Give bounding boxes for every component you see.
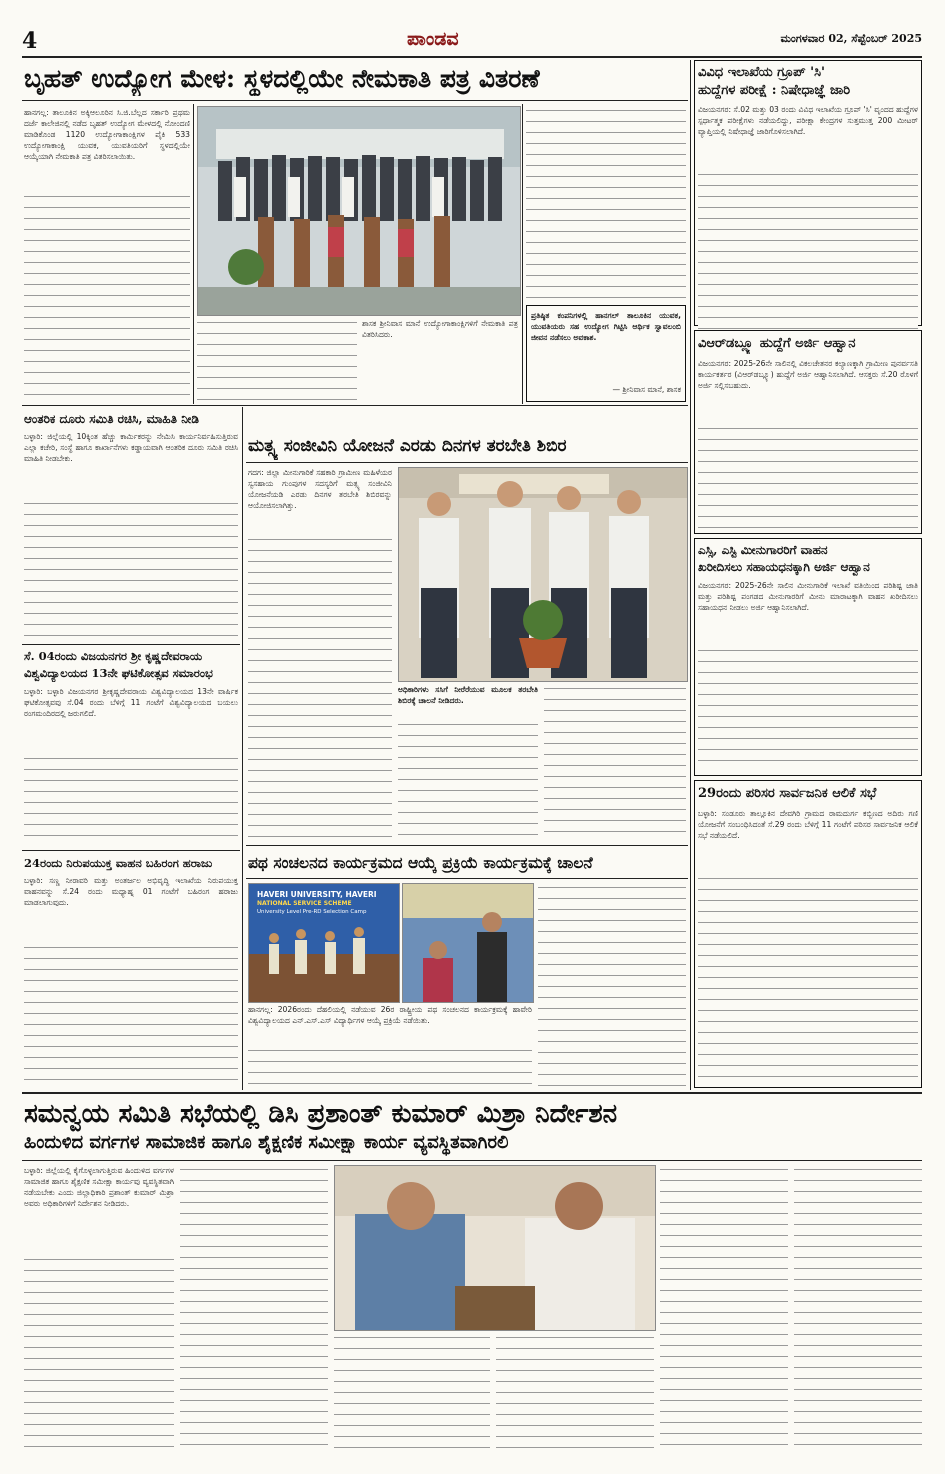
- sidebar-3-headline-1: ಎಸ್ಸಿ, ಎಸ್ಟಿ ಮೀನುಗಾರರಿಗೆ ವಾಹನ: [698, 543, 828, 557]
- left-2-lead: ಬಳ್ಳಾರಿ: ಬಳ್ಳಾರಿ ವಿಜಯನಗರ ಶ್ರೀಕೃಷ್ಣದೇವರಾಯ ವಿಶ್ವವಿದ್ಯಾಲಯದ 13ನೇ ವಾರ್ಷಿಕ ಘಟಿಕೋತ್ಸವವು ಸೆ.04 ರಂದು ಬೆಳಿಗ್ಗೆ 11 ಗಂಟೆಗೆ ವಿಶ್ವವಿದ್ಯಾಲಯದ ಬಯಲು ರಂಗಮಂದಿರದಲ್ಲಿ ಜರುಗಲಿದೆ.: [24, 687, 238, 718]
- bottom-headline-2: ಹಿಂದುಳಿದ ವರ್ಗಗಳ ಸಾಮಾಜಿಕ ಹಾಗೂ ಶೈಕ್ಷಣಿಕ ಸಮೀಕ್ಷಾ ಕಾರ್ಯ ವ್ಯವಸ್ಥಿತವಾಗಿರಲಿ: [24, 1132, 509, 1153]
- page-number: 4: [22, 28, 38, 54]
- left-1-lead: ಬಳ್ಳಾರಿ: ಜಿಲ್ಲೆಯಲ್ಲಿ 10ಕ್ಕಿಂತ ಹೆಚ್ಚು ಕಾರ್ಮಿಕರನ್ನು ನೇಮಿಸಿ ಕಾರ್ಯನಿರ್ವಹಿಸುತ್ತಿರುವ ಎಲ್ಲಾ ಕಚೇರಿ, ಸಂಸ್ಥೆ ಹಾಗೂ ಕಾರ್ಖಾನೆಗಳು ಕಡ್ಡಾಯವಾಗಿ ಆಂತರಿಕ ದೂರು ಸಮಿತಿ ರಚಿಸಿ ಮಾಹಿತಿ ನೀಡಬೇಕು.: [24, 432, 238, 463]
- march-photo: [248, 883, 400, 1003]
- sidebar-3-lead: ವಿಜಯನಗರ: 2025-26ನೇ ಸಾಲಿನ ಮೀನುಗಾರಿಕೆ ಇಲಾಖೆ ವತಿಯಿಂದ ಪರಿಶಿಷ್ಟ ಜಾತಿ ಮತ್ತು ಪರಿಶಿಷ್ಟ ಪಂಗಡದ ಮೀನುಗಾರರಿಗೆ ಮೀನು ಮಾರಾಟಕ್ಕಾಗಿ ವಾಹನ ಖರೀದಿಸಲು ಸಹಾಯಧನ ನೀಡಲು ಅರ್ಜಿ ಆಹ್ವಾನಿಸಲಾಗಿದೆ.: [698, 581, 918, 612]
- sidebar-2-headline: ವಿಆರ್‌ಡಬ್ಲ್ಯೂ ಹುದ್ದೆಗೆ ಅರ್ಜಿ ಆಹ್ವಾನ: [698, 336, 856, 351]
- main-body-col2: [197, 318, 357, 402]
- left-3-headline: 24ರಂದು ನಿರುಪಯುಕ್ತ ವಾಹನ ಬಹಿರಂಗ ಹರಾಜು: [24, 856, 213, 870]
- sidebar-1-headline-1: ವಿವಿಧ ಇಲಾಖೆಯ ಗ್ರೂಪ್ 'ಸಿ': [698, 65, 826, 80]
- sidebar-4-headline: 29ರಂದು ಪರಿಸರ ಸಾರ್ವಜನಿಕ ಆಲಿಕೆ ಸಭೆ: [698, 786, 877, 801]
- bottom-photo: [334, 1165, 656, 1331]
- left-2-headline-1: ಸೆ. 04ರಂದು ವಿಜಯನಗರ ಶ್ರೀ ಕೃಷ್ಣದೇವರಾಯ: [24, 649, 203, 663]
- sidebar-2-lead: ವಿಜಯನಗರ: 2025-26ನೇ ಸಾಲಿನಲ್ಲಿ ವಿಕಲಚೇತನರ ಕಲ್ಯಾಣಕ್ಕಾಗಿ ಗ್ರಾಮೀಣ ಪುನರ್ವಸತಿ ಕಾರ್ಯಕರ್ತರ (ವಿಆರ್‌ಡಬ್ಲ್ಯೂ) ಹುದ್ದೆಗೆ ಅರ್ಜಿ ಆಹ್ವಾನಿಸಲಾಗಿದೆ. ಆಸಕ್ತರು ಸೆ.20 ರೊಳಗೆ ಅರ್ಜಿ ಸಲ್ಲಿಸಬಹುದು.: [698, 359, 918, 390]
- left-3-lead: ಬಳ್ಳಾರಿ: ಸಣ್ಣ ನೀರಾವರಿ ಮತ್ತು ಅಂತರ್ಜಲ ಅಭಿವೃದ್ಧಿ ಇಲಾಖೆಯ ನಿರುಪಯುಕ್ತ ವಾಹನವನ್ನು ಸೆ.24 ರಂದು ಮಧ್ಯಾಹ್ನ 01 ಗಂಟೆಗೆ ಬಹಿರಂಗ ಹರಾಜು ಮಾಡಲಾಗುವುದು.: [24, 876, 238, 907]
- sidebar-3: [694, 538, 922, 776]
- sidebar-1-headline-2: ಹುದ್ದೆಗಳ ಪರೀಕ್ಷೆ : ನಿಷೇಧಾಜ್ಞೆ ಜಾರಿ: [698, 83, 851, 98]
- fisheries-lead: ಗದಗ: ಜಿಲ್ಲಾ ಮೀನುಗಾರಿಕೆ ಸಹಕಾರಿ ಗ್ರಾಮೀಣ ಮಹಿಳೆಯರ ಸ್ವಸಹಾಯ ಗುಂಪುಗಳ ಸದಸ್ಯರಿಗೆ ಮತ್ಸ್ಯ ಸಂಜೀವಿನಿ ಯೋಜನೆಯಡಿ ಎರಡು ದಿನಗಳ ತರಬೇತಿ ಶಿಬಿರವನ್ನು ಆಯೋಜಿಸಲಾಗಿತ್ತು.: [248, 468, 392, 510]
- bottom-headline-1: ಸಮನ್ವಯ ಸಮಿತಿ ಸಭೆಯಲ್ಲಿ ಡಿಸಿ ಪ್ರಶಾಂತ್ ಕುಮಾರ್ ಮಿಶ್ರಾ ನಿರ್ದೇಶನ: [24, 1099, 618, 1129]
- sidebar-4-lead: ಬಳ್ಳಾರಿ: ಸಂಡೂರು ತಾಲ್ಲೂಕಿನ ದೇವಗಿರಿ ಗ್ರಾಮದ ರಾಮದುರ್ಗ ಕಬ್ಬಿಣದ ಅದಿರು ಗಣಿ ಯೋಜನೆಗೆ ಸಂಬಂಧಿಸಿದಂತೆ ಸೆ.29 ರಂದು ಬೆಳಿಗ್ಗೆ 11 ಗಂಟೆಗೆ ಪರಿಸರ ಸಾರ್ವಜನಿಕ ಆಲಿಕೆ ಸಭೆ ನಡೆಯಲಿದೆ.: [698, 809, 918, 840]
- march-banner-2: NATIONAL SERVICE SCHEME: [257, 900, 352, 907]
- job-fair-photo: [197, 106, 521, 316]
- main-headline: ಬೃಹತ್ ಉದ್ಯೋಗ ಮೇಳ: ಸ್ಥಳದಲ್ಲಿಯೇ ನೇಮಕಾತಿ ಪತ್ರ ವಿತರಣೆ: [24, 64, 540, 93]
- march-banner-3: University Level Pre-RD Selection Camp: [257, 909, 367, 915]
- sidebar-2: [694, 330, 922, 534]
- march-headline: ಪಥ ಸಂಚಲನದ ಕಾರ್ಯಕ್ರಮದ ಆಯ್ಕೆ ಪ್ರಕ್ರಿಯೆ ಕಾರ್ಯಕ್ರಮಕ್ಕೆ ಚಾಲನೆ: [248, 853, 593, 872]
- issue-date: ಮಂಗಳವಾರ 02, ಸೆಪ್ಟೆಂಬರ್ 2025: [780, 32, 922, 45]
- bottom-lead: ಬಳ್ಳಾರಿ: ಜಿಲ್ಲೆಯಲ್ಲಿ ಕೈಗೊಳ್ಳಲಾಗುತ್ತಿರುವ ಹಿಂದುಳಿದ ವರ್ಗಗಳ ಸಾಮಾಜಿಕ ಹಾಗೂ ಶೈಕ್ಷಣಿಕ ಸಮೀಕ್ಷಾ ಕಾರ್ಯವು ವ್ಯವಸ್ಥಿತವಾಗಿ ನಡೆಯಬೇಕು ಎಂದು ಜಿಲ್ಲಾಧಿಕಾರಿ ಪ್ರಶಾಂತ್ ಕುಮಾರ್ ಮಿಶ್ರಾ ಅವರು ಅಧಿಕಾರಿಗಳಿಗೆ ನಿರ್ದೇಶನ ನೀಡಿದರು.: [24, 1166, 174, 1208]
- left-1-headline: ಆಂತರಿಕ ದೂರು ಸಮಿತಿ ರಚಿಸಿ, ಮಾಹಿತಿ ನೀಡಿ: [24, 412, 199, 426]
- main-body-col1: [24, 192, 190, 400]
- paper-name: ಪಾಂಡವ: [407, 28, 459, 50]
- quote-text: ಪ್ರತಿಷ್ಠಿತ ಕಂಪನಿಗಳಲ್ಲಿ ಹಾನಗಲ್ ತಾಲೂಕಿನ ಯುವಕ, ಯುವತಿಯರು ಸಹ ಉದ್ಯೋಗ ಗಿಟ್ಟಿಸಿ ಆರ್ಥಿಕ ಸ್ವಾವಲಂಬಿ ಜೀವನ ನಡೆಸಲು ಅವಕಾಶ.: [531, 311, 681, 342]
- main-body-col3: [526, 106, 686, 302]
- sidebar-3-headline-2: ಖರೀದಿಸಲು ಸಹಾಯಧನಕ್ಕಾಗಿ ಅರ್ಜಿ ಆಹ್ವಾನ: [698, 560, 870, 574]
- main-caption: ಶಾಸಕ ಶ್ರೀನಿವಾಸ ಮಾನೆ ಉದ್ಯೋಗಾಕಾಂಕ್ಷಿಗಳಿಗೆ ನೇಮಕಾತಿ ಪತ್ರ ವಿತರಿಸಿದರು.: [362, 319, 518, 339]
- left-2-headline-2: ವಿಶ್ವವಿದ್ಯಾಲಯದ 13ನೇ ಘಟಿಕೋತ್ಸವ ಸಮಾರಂಭ: [24, 666, 213, 680]
- main-lead: ಹಾನಗಲ್ಲ: ತಾಲೂಕಿನ ಅಕ್ಕಿಆಲೂರಿನ ಸಿ.ಜಿ.ಬೆಲ್ಲದ ಸರ್ಕಾರಿ ಪ್ರಥಮ ದರ್ಜೆ ಕಾಲೇಜಿನಲ್ಲಿ ನಡೆದ ಬೃಹತ್ ಉದ್ಯೋಗ ಮೇಳದಲ್ಲಿ ನೋಂದಣಿ ಮಾಡಿಕೊಂಡ 1120 ಉದ್ಯೋಗಾಕಾಂಕ್ಷಿಗಳ ಪೈಕಿ 533 ಉದ್ಯೋಗಾಕಾಂಕ್ಷಿ ಯುವಕ, ಯುವತಿಯರಿಗೆ ಸ್ಥಳದಲ್ಲಿಯೇ ಆಯ್ಕೆಯಾಗಿ ನೇಮಕಾತಿ ಪತ್ರ ವಿತರಿಸಲಾಯಿತು.: [24, 108, 190, 161]
- fisheries-headline: ಮತ್ಸ್ಯ ಸಂಜೀವಿನಿ ಯೋಜನೆ ಎರಡು ದಿನಗಳ ತರಬೇತಿ ಶಿಬಿರ: [248, 436, 567, 456]
- fisheries-photo: [398, 467, 688, 682]
- sidebar-1: [694, 60, 922, 326]
- quote-author: — ಶ್ರೀನಿವಾಸ ಮಾನೆ, ಶಾಸಕ: [612, 385, 681, 394]
- quote-box: [526, 305, 686, 402]
- masthead: [22, 28, 922, 54]
- masthead-rule: [22, 56, 922, 58]
- fisheries-caption: ಅಧಿಕಾರಿಗಳು ಸಸಿಗೆ ನೀರೆರೆಯುವ ಮೂಲಕ ತರಬೇತಿ ಶಿಬಿರಕ್ಕೆ ಚಾಲನೆ ನೀಡಿದರು.: [398, 685, 538, 705]
- march-lead: ಹಾನಗಲ್ಲ: 2026ರಂದು ದೆಹಲಿಯಲ್ಲಿ ನಡೆಯುವ 26ರ ರಾಷ್ಟ್ರೀಯ ಪಥ ಸಂಚಲನದ ಕಾರ್ಯಕ್ರಮಕ್ಕೆ ಹಾವೇರಿ ವಿಶ್ವವಿದ್ಯಾಲಯದ ಎನ್.ಎಸ್.ಎಸ್ ವಿದ್ಯಾರ್ಥಿಗಳ ಆಯ್ಕೆ ಪ್ರಕ್ರಿಯೆ ನಡೆಯಿತು.: [248, 1005, 532, 1025]
- march-speaker-photo: [402, 883, 534, 1003]
- sidebar-4: [694, 780, 922, 1088]
- march-banner-1: HAVERI UNIVERSITY, HAVERI: [257, 890, 377, 899]
- sidebar-1-lead: ವಿಜಯನಗರ: ಸೆ.02 ಮತ್ತು 03 ರಂದು ವಿವಿಧ ಇಲಾಖೆಯ ಗ್ರೂಪ್ 'ಸಿ' ವೃಂದದ ಹುದ್ದೆಗಳ ಸ್ಪರ್ಧಾತ್ಮಕ ಪರೀಕ್ಷೆಗಳು ನಡೆಯಲಿದ್ದು, ಪರೀಕ್ಷಾ ಕೇಂದ್ರಗಳ ಸುತ್ತಮುತ್ತ 200 ಮೀಟರ್ ವ್ಯಾಪ್ತಿಯಲ್ಲಿ ನಿಷೇಧಾಜ್ಞೆ ಜಾರಿಗೊಳಿಸಲಾಗಿದೆ.: [698, 105, 918, 136]
